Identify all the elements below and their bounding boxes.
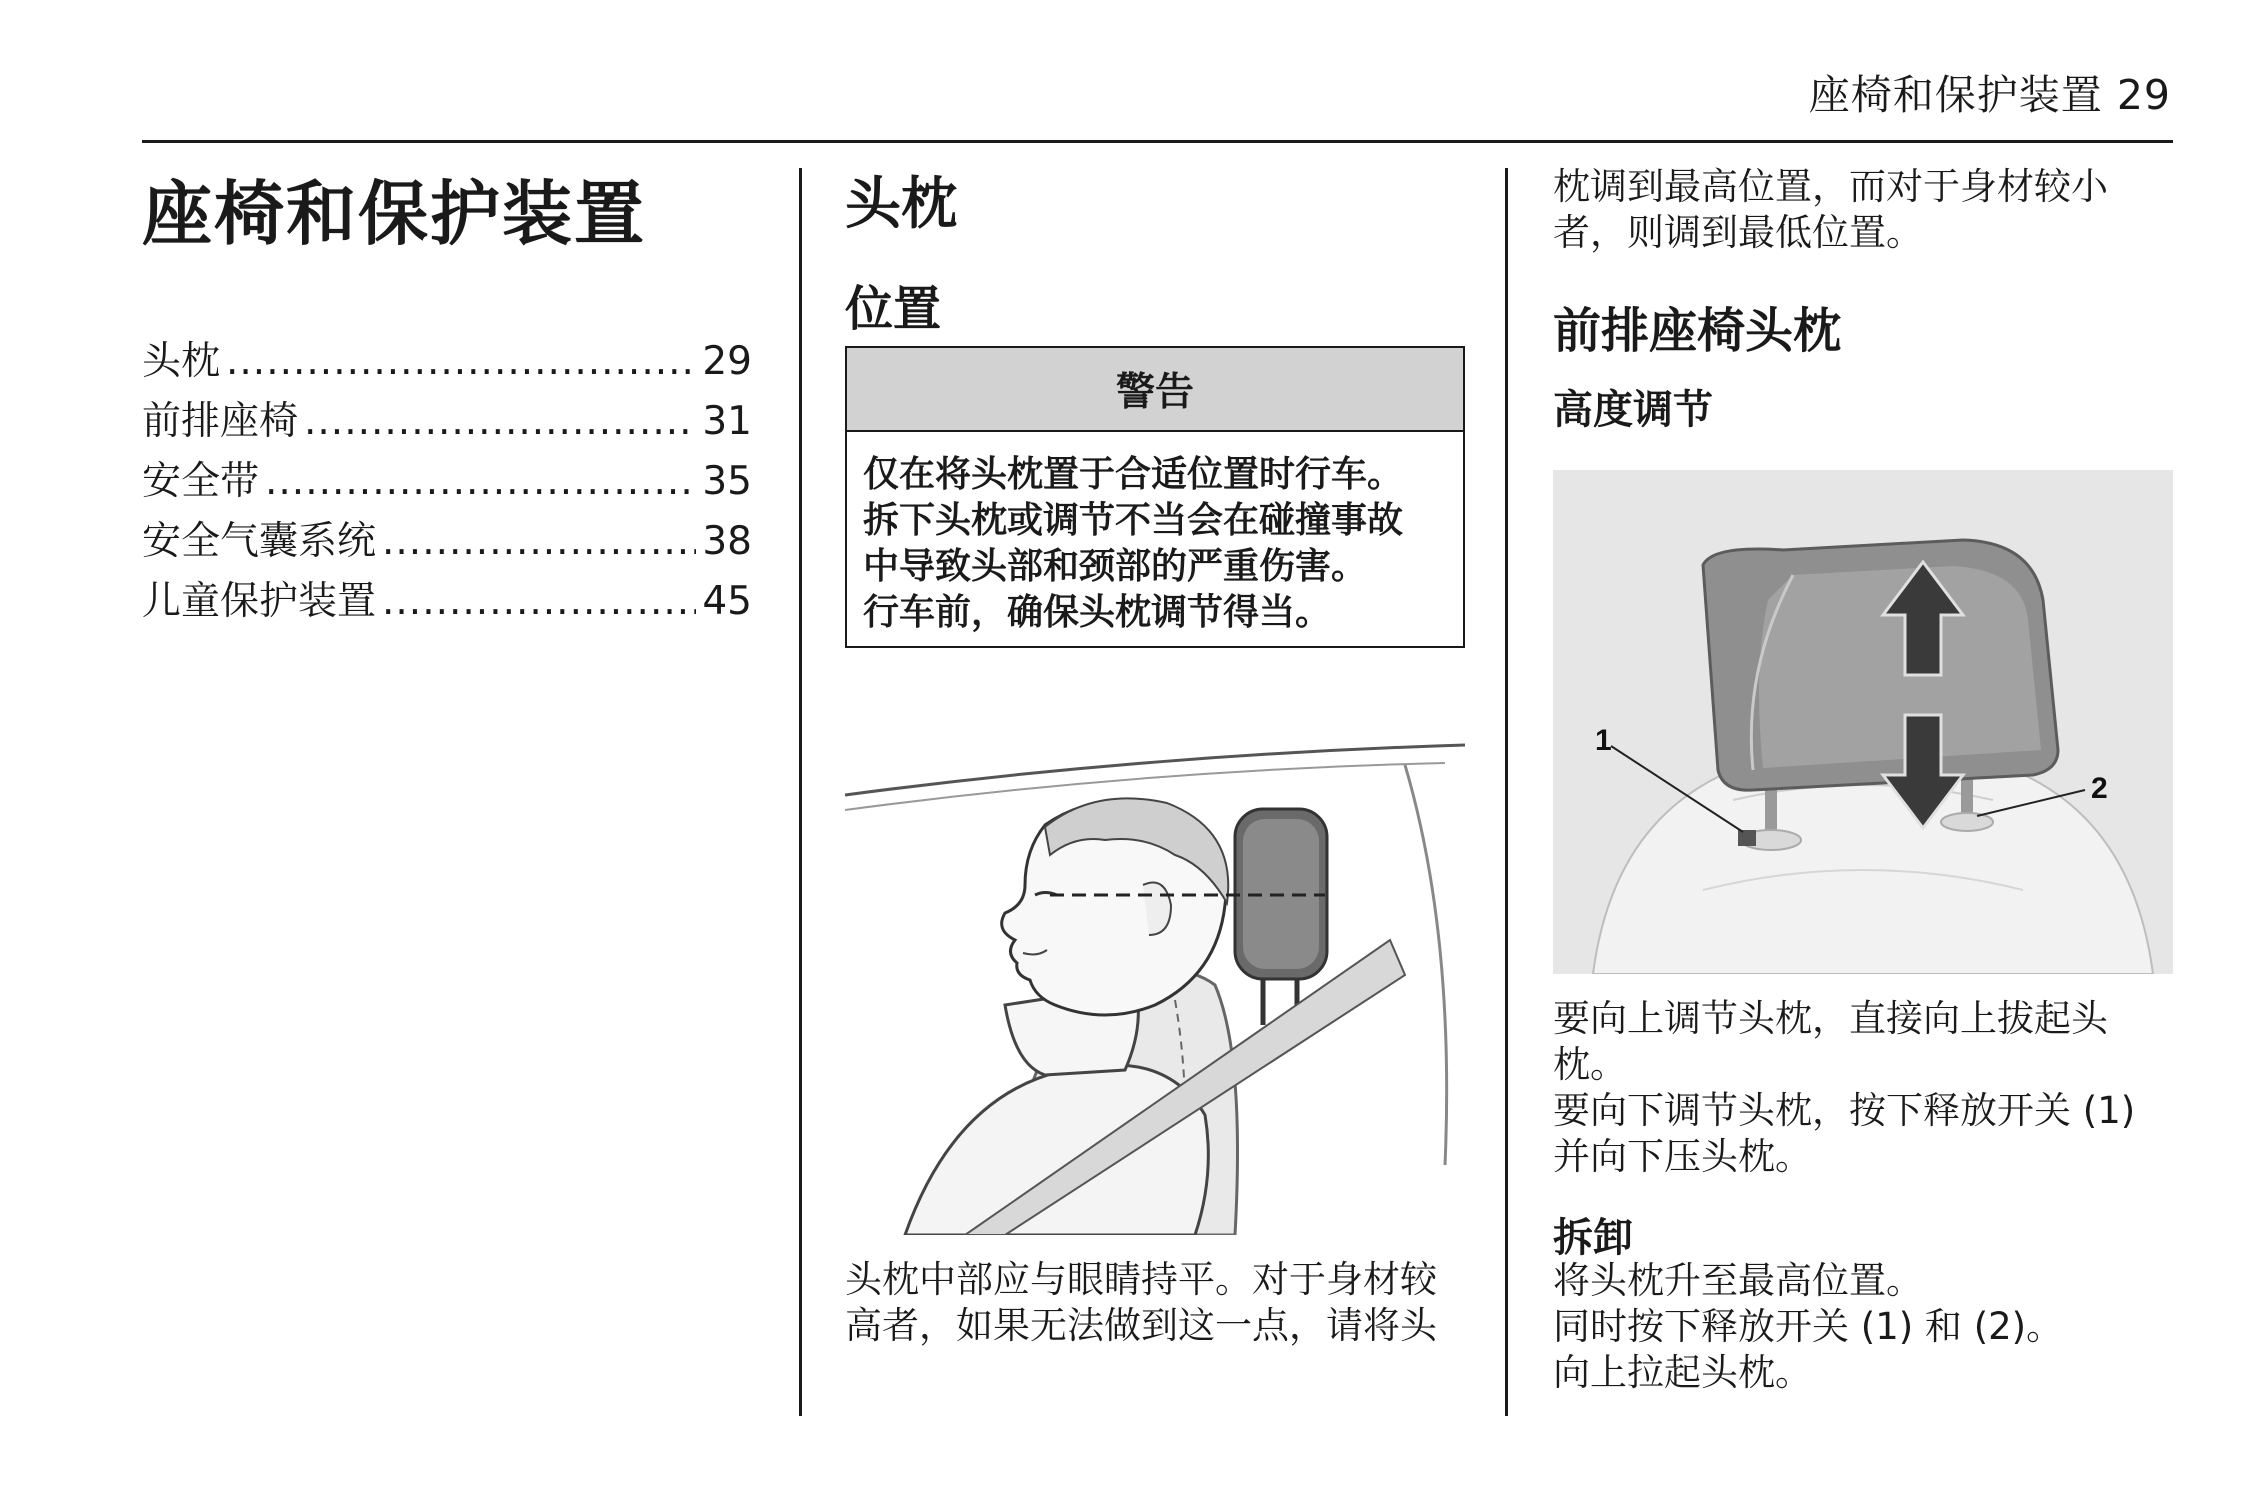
toc-page: 35: [702, 459, 752, 504]
callout-label-1: 1: [1595, 724, 1612, 757]
instruction-line: 要向下调节头枕，按下释放开关 (1): [1553, 1089, 2136, 1132]
toc-label: 前排座椅: [142, 399, 299, 444]
section-heading-front-headrest: 前排座椅头枕: [1553, 303, 1842, 359]
running-header-section: 座椅和保护装置: [1808, 71, 2103, 119]
subheading-position: 位置: [845, 281, 942, 337]
warning-line: 拆下头枕或调节不当会在碰撞事故: [863, 500, 1404, 541]
toc-leader: [382, 579, 696, 624]
removal-line: 将头枕升至最高位置。: [1553, 1259, 1923, 1302]
column-divider-1: [799, 168, 802, 1416]
toc-leader: [226, 339, 696, 384]
warning-line: 仅在将头枕置于合适位置时行车。: [863, 454, 1404, 495]
toc-label: 儿童保护装置: [142, 579, 377, 624]
adjust-instructions: [1553, 996, 2173, 1180]
caption-line: 高者，如果无法做到这一点，请将头: [845, 1304, 1437, 1347]
chapter-title: 座椅和保护装置: [142, 173, 646, 255]
toc-entry[interactable]: [142, 390, 752, 450]
toc-entry[interactable]: [142, 330, 752, 390]
warning-text: [847, 432, 1463, 636]
toc-label: 安全气囊系统: [142, 519, 377, 564]
toc-leader: [265, 459, 696, 504]
subheading-removal: 拆卸: [1553, 1215, 1633, 1261]
table-of-contents: [142, 330, 752, 630]
headrest-adjustment-photo: [1553, 470, 2173, 974]
warning-box: [845, 346, 1465, 648]
toc-page: 38: [702, 519, 752, 564]
position-caption: [845, 1257, 1465, 1349]
toc-entry[interactable]: [142, 510, 752, 570]
toc-leader: [304, 399, 696, 444]
headrest-position-illustration: [845, 735, 1465, 1235]
column-divider-2: [1505, 168, 1508, 1416]
instruction-line: 并向下压头枕。: [1553, 1135, 1812, 1178]
callout-label-2: 2: [2091, 772, 2108, 805]
toc-leader: [382, 519, 696, 564]
toc-page: 31: [702, 399, 752, 444]
instruction-line: 枕。: [1553, 1043, 1627, 1086]
section-heading-headrest: 头枕: [845, 172, 957, 237]
toc-label: 安全带: [142, 459, 260, 504]
removal-instructions: [1553, 1258, 2173, 1396]
continued-line: 者，则调到最低位置。: [1553, 211, 1923, 254]
header-rule: [142, 140, 2173, 143]
instruction-line: 要向上调节头枕，直接向上拔起头: [1553, 997, 2108, 1040]
running-header: [1809, 62, 2171, 121]
continued-line: 枕调到最高位置，而对于身材较小: [1553, 165, 2108, 208]
caption-line: 头枕中部应与眼睛持平。对于身材较: [845, 1258, 1437, 1301]
subheading-height-adjust: 高度调节: [1553, 387, 1713, 433]
warning-line: 行车前，确保头枕调节得当。: [863, 592, 1332, 633]
toc-entry[interactable]: [142, 450, 752, 510]
toc-label: 头枕: [142, 339, 221, 384]
continued-text: [1553, 164, 2173, 256]
toc-entry[interactable]: [142, 570, 752, 630]
removal-line: 同时按下释放开关 (1) 和 (2)。: [1553, 1305, 2064, 1348]
warning-title: 警告: [847, 348, 1463, 432]
removal-line: 向上拉起头枕。: [1553, 1351, 1812, 1394]
warning-line: 中导致头部和颈部的严重伤害。: [863, 546, 1368, 587]
page-number: 29: [2116, 71, 2171, 119]
toc-page: 45: [702, 579, 752, 624]
toc-page: 29: [702, 339, 752, 384]
